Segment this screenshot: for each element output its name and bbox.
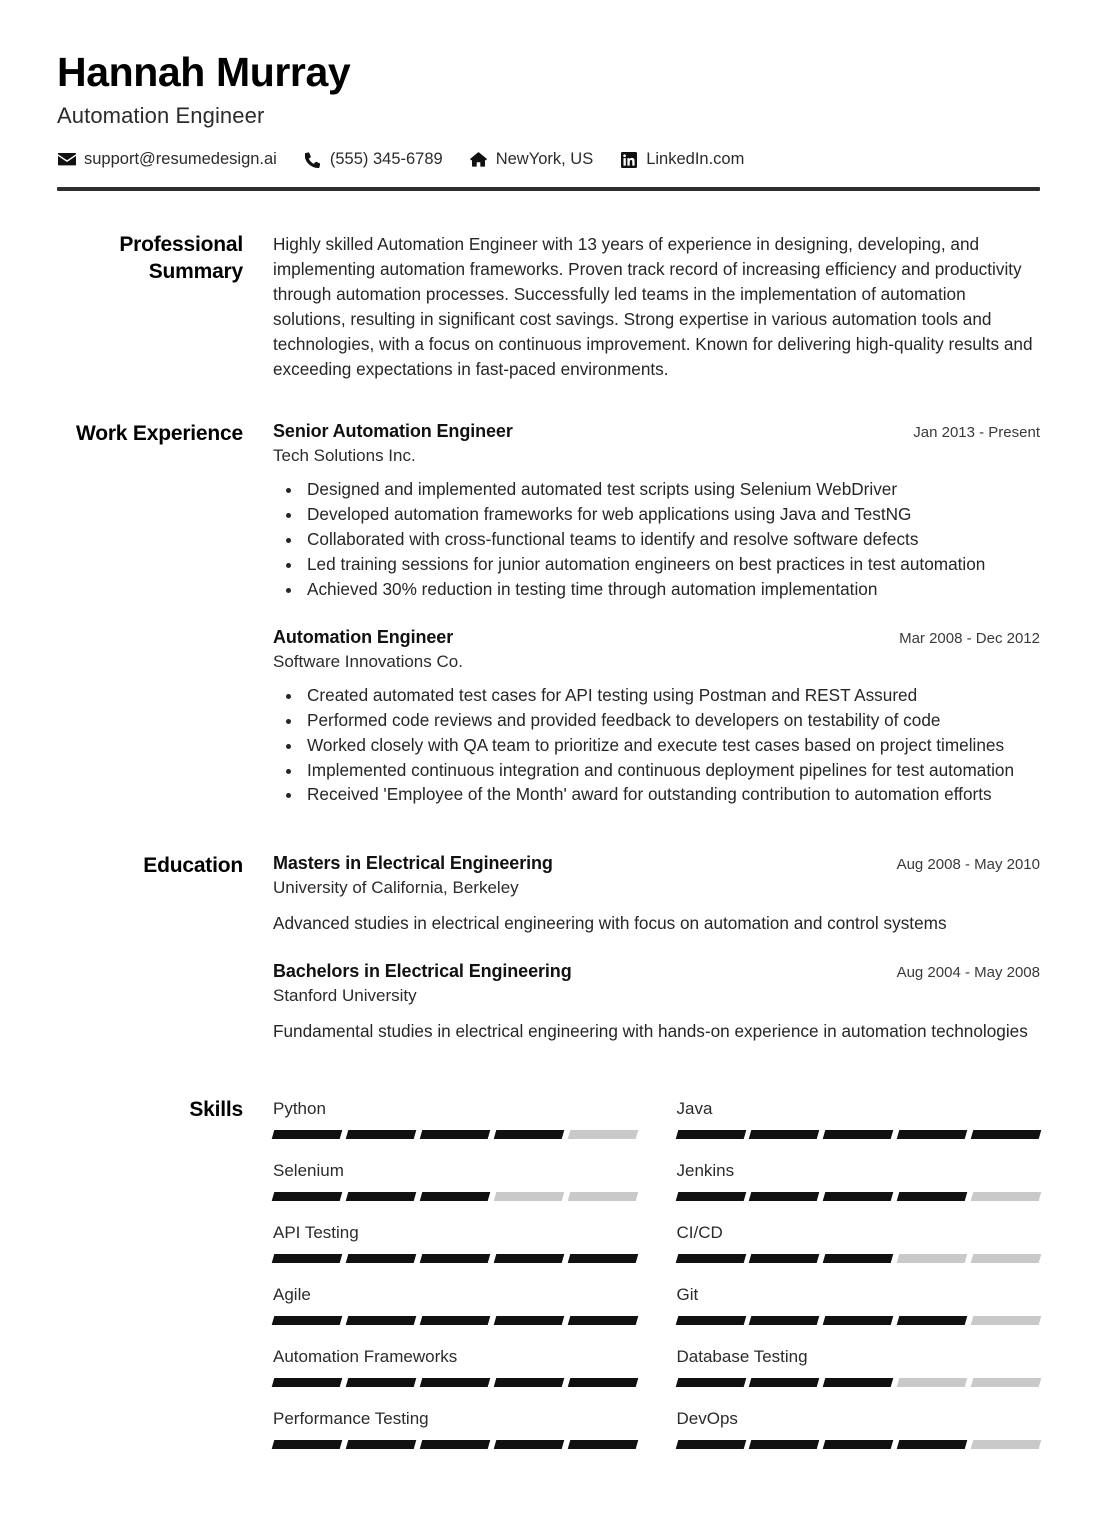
skill-name: DevOps <box>676 1409 738 1429</box>
skill-level-segment <box>971 1192 1041 1201</box>
contact-phone[interactable] <box>303 150 443 169</box>
experience-company: Tech Solutions Inc. <box>273 446 416 465</box>
education-degree: Bachelors in Electrical Engineering <box>273 961 572 982</box>
section-body-education <box>273 853 1040 1048</box>
skill-level-segment <box>897 1378 967 1387</box>
skill-name: Python <box>273 1099 326 1119</box>
skill-level-segment <box>272 1378 342 1387</box>
section-skills <box>57 1097 1040 1469</box>
skill-level-segment <box>493 1130 563 1139</box>
skill-level-bar <box>677 1254 1041 1263</box>
skill-level-segment <box>272 1316 342 1325</box>
skill-level-segment <box>493 1378 563 1387</box>
skill-level-bar <box>677 1378 1041 1387</box>
skill-level-segment <box>749 1440 819 1449</box>
education-description: Fundamental studies in electrical engineering with hands-on experience in automation technologies <box>273 1021 1028 1042</box>
job-title: Automation Engineer <box>57 103 265 129</box>
list-item: • Implemented continuous integration and continuous deployment pipelines for test automation <box>303 758 1040 783</box>
experience-date-range: Mar 2008 - Dec 2012 <box>899 629 1040 647</box>
skill-item <box>273 1097 637 1159</box>
skill-level-segment <box>346 1316 416 1325</box>
experience-entry-head <box>273 627 1040 648</box>
page-title: Hannah Murray <box>57 49 351 95</box>
skill-level-segment <box>675 1316 745 1325</box>
skill-level-segment <box>897 1192 967 1201</box>
skill-item <box>677 1407 1041 1469</box>
experience-job-title: Automation Engineer <box>273 626 454 647</box>
experience-entry <box>273 627 1040 808</box>
skill-level-segment <box>897 1130 967 1139</box>
skill-level-segment <box>971 1316 1041 1325</box>
skill-level-bar <box>273 1378 637 1387</box>
skill-level-segment <box>749 1378 819 1387</box>
list-item: • Collaborated with cross-functional teams to identify and resolve software defects <box>303 527 1040 552</box>
header-divider <box>57 187 1040 191</box>
skill-level-segment <box>493 1192 563 1201</box>
skill-name: Performance Testing <box>273 1409 429 1429</box>
home-icon <box>469 151 488 168</box>
experience-bullet-list <box>273 477 1040 602</box>
summary-text: Highly skilled Automation Engineer with 13 years of experience in designing, developing, and implementing automation frameworks. Proven track record of increasing efficiency and productivity through automation processes. Successfully led teams in the implementation of automation solutions, resulting in significant cost savings. Strong expertise in various automation tools and technologies, with a focus on continuous improvement. Known for delivering high-quality results and exceeding expectations in fast-paced environments. <box>273 234 1033 380</box>
skill-level-segment <box>971 1130 1041 1139</box>
skill-level-bar <box>273 1192 637 1201</box>
contact-location[interactable] <box>469 150 594 169</box>
resume-header <box>0 0 1095 169</box>
skill-level-segment <box>567 1254 637 1263</box>
list-item: • Worked closely with QA team to prioritize and execute test cases based on project timelines <box>303 733 1040 758</box>
skill-item <box>273 1345 637 1407</box>
skill-item <box>677 1159 1041 1221</box>
skill-level-segment <box>567 1192 637 1201</box>
skill-level-segment <box>675 1192 745 1201</box>
experience-bullet-list <box>273 683 1040 808</box>
skill-level-segment <box>420 1378 490 1387</box>
skill-name: Agile <box>273 1285 311 1305</box>
skill-level-segment <box>567 1440 637 1449</box>
skill-item <box>273 1407 637 1469</box>
contact-phone-text: (555) 345-6789 <box>329 150 443 169</box>
skill-level-segment <box>897 1440 967 1449</box>
skill-level-segment <box>567 1130 637 1139</box>
skill-level-segment <box>675 1440 745 1449</box>
skill-level-bar <box>677 1440 1041 1449</box>
skill-level-segment <box>749 1192 819 1201</box>
skill-name: CI/CD <box>676 1223 723 1243</box>
skill-level-segment <box>823 1192 893 1201</box>
education-entry-head <box>273 961 1040 982</box>
education-entry-head <box>273 853 1040 874</box>
skill-name: Java <box>676 1099 713 1119</box>
skill-name: Jenkins <box>676 1161 735 1181</box>
section-label-summary: Professional Summary <box>119 233 243 284</box>
skill-level-segment <box>493 1316 563 1325</box>
skill-level-segment <box>346 1192 416 1201</box>
skill-level-segment <box>675 1130 745 1139</box>
skill-level-segment <box>493 1254 563 1263</box>
list-item: • Achieved 30% reduction in testing time through automation implementation <box>303 577 1040 602</box>
list-item: • Led training sessions for junior automation engineers on best practices in test automation <box>303 552 1040 577</box>
experience-date-range: Jan 2013 - Present <box>913 424 1040 441</box>
contact-linkedin-text: LinkedIn.com <box>646 150 745 169</box>
linkedin-icon <box>619 151 638 168</box>
skill-level-bar <box>273 1130 637 1139</box>
experience-job-title: Senior Automation Engineer <box>273 421 513 441</box>
contact-email[interactable] <box>57 150 277 169</box>
section-label-education: Education <box>143 854 243 878</box>
skill-name: Automation Frameworks <box>273 1347 458 1367</box>
skill-level-segment <box>420 1254 490 1263</box>
skill-level-segment <box>420 1440 490 1449</box>
experience-entry-head <box>273 421 1040 442</box>
education-school: Stanford University <box>273 986 417 1006</box>
education-school: University of California, Berkeley <box>273 878 519 898</box>
list-item: • Performed code reviews and provided feedback to developers on testability of code <box>303 708 1040 733</box>
education-entry <box>273 961 1040 1044</box>
skill-name: Selenium <box>273 1161 344 1181</box>
skill-level-segment <box>971 1254 1041 1263</box>
skill-level-segment <box>897 1254 967 1263</box>
section-body-skills <box>273 1097 1040 1469</box>
skill-level-segment <box>675 1378 745 1387</box>
contact-email-text: support@resumedesign.ai <box>84 150 277 169</box>
list-item: • Developed automation frameworks for web applications using Java and TestNG <box>303 502 1040 527</box>
section-body-summary <box>273 232 1040 382</box>
skill-level-segment <box>272 1440 342 1449</box>
skill-level-segment <box>346 1440 416 1449</box>
skill-level-segment <box>346 1130 416 1139</box>
skill-level-segment <box>567 1378 637 1387</box>
education-date-range: Aug 2004 - May 2008 <box>896 964 1040 982</box>
skill-item <box>677 1283 1041 1345</box>
skill-level-segment <box>749 1254 819 1263</box>
skill-item <box>677 1221 1041 1283</box>
section-label-skills: Skills <box>189 1098 243 1122</box>
section-work-experience <box>57 421 1040 811</box>
skill-level-segment <box>823 1130 893 1139</box>
skill-level-segment <box>567 1316 637 1325</box>
skill-item <box>273 1221 637 1283</box>
education-description: Advanced studies in electrical engineering with focus on automation and control systems <box>273 913 947 934</box>
skill-level-segment <box>272 1130 342 1139</box>
skill-name: Database Testing <box>676 1347 808 1367</box>
section-professional-summary <box>57 232 1040 382</box>
resume-body <box>0 232 1095 1469</box>
skill-level-segment <box>272 1192 342 1201</box>
list-item: • Received 'Employee of the Month' award for outstanding contribution to automation efforts <box>303 782 1040 807</box>
skill-item <box>273 1283 637 1345</box>
skill-level-segment <box>823 1378 893 1387</box>
envelope-icon <box>57 151 76 168</box>
contact-row <box>57 150 1040 169</box>
list-item: • Designed and implemented automated test scripts using Selenium WebDriver <box>303 477 1040 502</box>
skill-level-segment <box>823 1440 893 1449</box>
skill-level-segment <box>420 1192 490 1201</box>
education-degree: Masters in Electrical Engineering <box>273 853 553 874</box>
skill-level-segment <box>823 1254 893 1263</box>
experience-company: Software Innovations Co. <box>273 651 463 671</box>
contact-location-text: NewYork, US <box>495 150 594 169</box>
skill-level-segment <box>420 1130 490 1139</box>
education-entry <box>273 853 1040 936</box>
section-label-experience: Work Experience <box>75 422 243 445</box>
skill-level-segment <box>272 1254 342 1263</box>
skill-level-segment <box>346 1378 416 1387</box>
skill-level-segment <box>823 1316 893 1325</box>
phone-icon <box>303 151 322 168</box>
skill-item <box>677 1097 1041 1159</box>
contact-linkedin[interactable] <box>619 150 744 169</box>
skill-level-bar <box>677 1192 1041 1201</box>
skill-level-segment <box>971 1378 1041 1387</box>
experience-entry <box>273 421 1040 602</box>
skill-level-bar <box>677 1130 1041 1139</box>
skill-level-segment <box>346 1254 416 1263</box>
section-body-experience <box>273 421 1040 811</box>
section-education <box>57 853 1040 1048</box>
skill-name: API Testing <box>273 1223 359 1243</box>
skill-level-bar <box>273 1440 637 1449</box>
education-date-range: Aug 2008 - May 2010 <box>896 856 1040 874</box>
skills-grid <box>273 1097 1040 1469</box>
skill-level-segment <box>749 1316 819 1325</box>
skill-level-segment <box>971 1440 1041 1449</box>
skill-level-segment <box>897 1316 967 1325</box>
list-item: • Created automated test cases for API testing using Postman and REST Assured <box>303 683 1040 708</box>
skill-level-segment <box>420 1316 490 1325</box>
skill-level-segment <box>749 1130 819 1139</box>
skill-item <box>273 1159 637 1221</box>
skill-level-segment <box>675 1254 745 1263</box>
skill-item <box>677 1345 1041 1407</box>
skill-name: Git <box>676 1285 699 1305</box>
skill-level-bar <box>677 1316 1041 1325</box>
skill-level-segment <box>493 1440 563 1449</box>
skill-level-bar <box>273 1254 637 1263</box>
skill-level-bar <box>273 1316 637 1325</box>
